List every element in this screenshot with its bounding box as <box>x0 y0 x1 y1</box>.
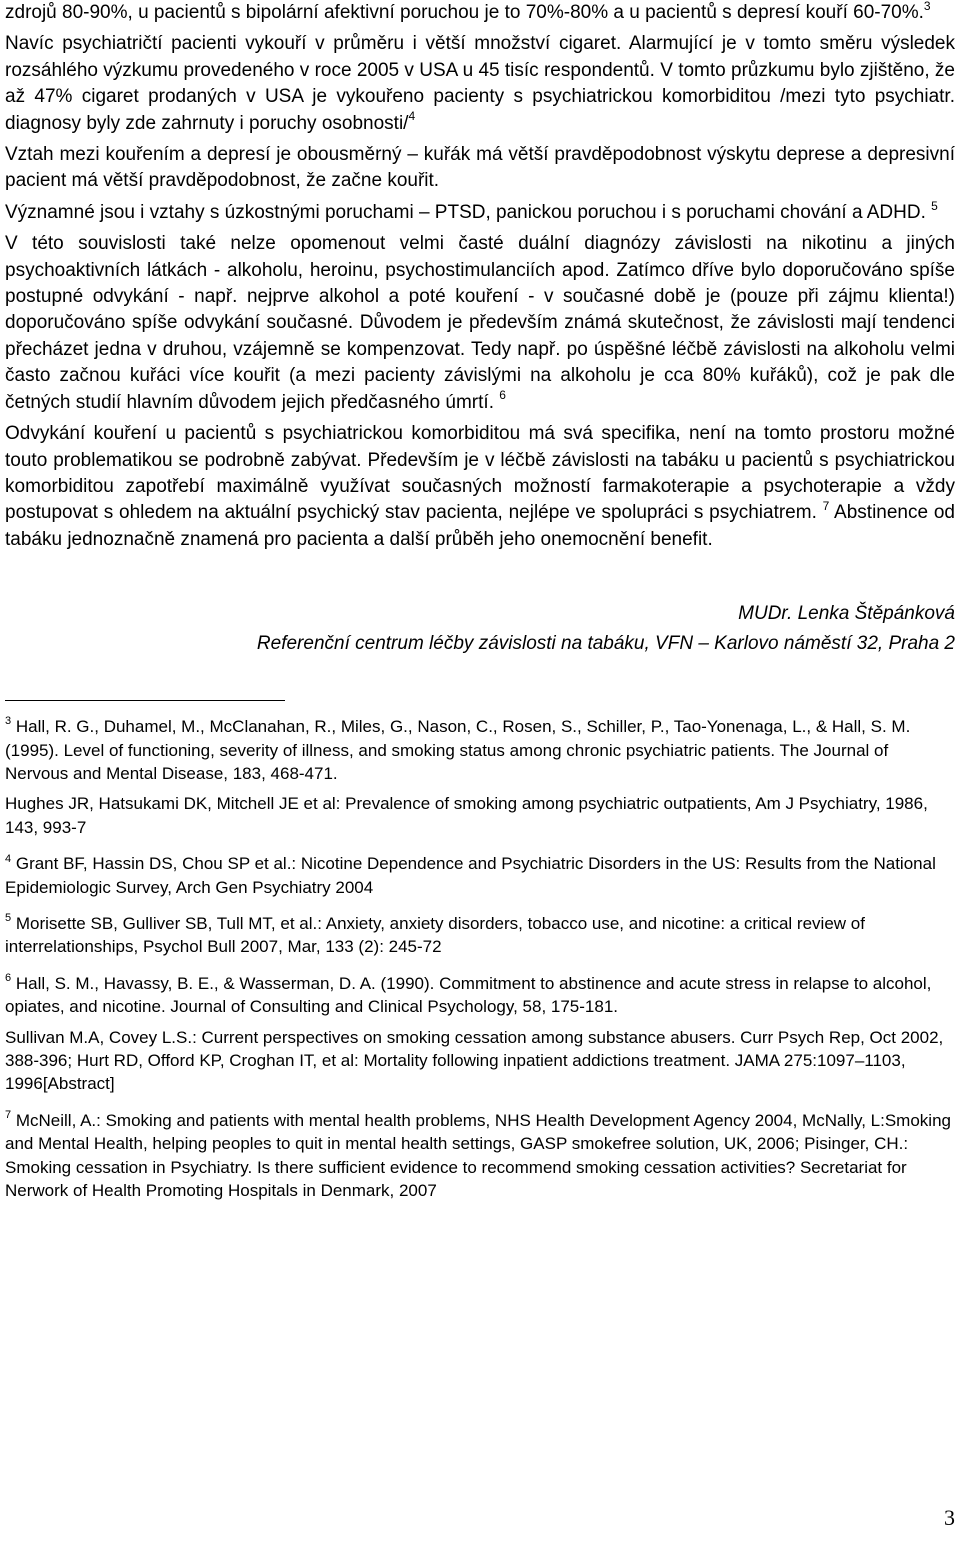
paragraph-text: V této souvislosti také nelze opomenout velmi časté duální diagnózy závislosti na nikotinu a jiných psychoaktivních látkách - alkoholu, heroinu, psychostimulanciích apod. Zatímco dříve bylo doporučováno spíše postupné odvykání - např. nejprve alkohol a poté kouření - v současné době je (pouze při zájmu klienta!) doporučováno spíše odvykání současné. Důvodem je především známá skutečnost, že závislosti mají tendenci přecházet jedna v druhou, vzájemně se kompenzovat. Tedy např. po úspěšné léčbě závislosti na alkoholu velmi často začnou kuřáci více kouřit (a mezi pacienty závislými na alkoholu je cca 80% kuřáků), což je pak dle četných studií hlavním důvodem jejich předčasného úmrtí. <box>5 233 955 413</box>
footnote-6-continued: Sullivan M.A, Covey L.S.: Current perspectives on smoking cessation among substance abusers. Curr Psych Rep, Oct 2002, 388-396; Hurt RD, Offord KP, Croghan IT, et al: Mortality following inpatient addictions treatment. JAMA 275:1097–1103, 1996[Abstract] <box>5 1027 944 1094</box>
footnote-ref-7[interactable]: 7 <box>822 498 830 513</box>
footnote-ref-6[interactable]: 6 <box>499 388 506 403</box>
footnote-5 <box>5 912 955 959</box>
footnote-text: Hall, S. M., Havassy, B. E., & Wasserman, D. A. (1990). Commitment to abstinence and acute stress in relapse to alcohol, opiates, and nicotine. Journal of Consulting and Clinical Psychology, 58, 175-181. <box>5 973 932 1017</box>
author-block <box>5 599 955 659</box>
footnote-number: 4 <box>5 852 12 865</box>
footnote-number: 3 <box>5 715 12 728</box>
footnote-4 <box>5 852 955 899</box>
paragraph-depression: Vztah mezi kouřením a depresí je obousměrný – kuřák má větší pravděpodobnost výskytu deprese a depresivní pacient má větší pravděpodobnost, že začne kouřit. <box>5 144 955 192</box>
page-number: 3 <box>944 1505 955 1530</box>
footnote-3-continued: Hughes JR, Hatsukami DK, Mitchell JE et al: Prevalence of smoking among psychiatric outpatients, Am J Psychiatry, 1986, 143, 993-7 <box>5 794 928 837</box>
author-name: MUDr. Lenka Štěpánková <box>738 603 955 625</box>
author-institution: Referenční centrum léčby závislosti na tabáku, VFN – Karlovo náměstí 32, Praha 2 <box>256 633 955 655</box>
paragraph-text: Navíc psychiatričtí pacienti vykouří v průměru i větší množství cigaret. Alarmující je v tomto směru výsledek rozsáhlého výzkumu provedeného v roce 2005 v USA u 45 tisíc respondentů. V tomto průzkumu bylo zjištěno, že až 47% cigaret prodaných v USA je vykouřeno pacienty s psychiatrickou komorbiditou /mezi tyto psychiatr. diagnosy byly zde zahrnuty i poruchy osobnosti/ <box>5 33 955 134</box>
footnote-ref-5[interactable]: 5 <box>931 198 938 213</box>
paragraph-treatment <box>5 421 955 553</box>
paragraph-text: Významné jsou i vztahy s úzkostnými poruchami – PTSD, panickou poruchou i s poruchami chování a ADHD. <box>5 201 926 223</box>
footnote-ref-4[interactable]: 4 <box>408 109 416 124</box>
footnote-ref-3[interactable]: 3 <box>923 0 931 13</box>
paragraph-prevalence <box>5 0 955 26</box>
footnote-separator <box>5 700 285 701</box>
paragraph-text: zdrojů 80-90%, u pacientů s bipolární afektivní poruchou je to 70%-80% a u pacientů s depresí kouří 60-70%. <box>5 2 924 23</box>
footnote-6 <box>5 972 955 1019</box>
footnote-number: 6 <box>5 972 12 985</box>
paragraph-text: Odvykání kouření u pacientů s psychiatrickou komorbiditou má svá specifika, není na tomto prostoru možné touto problematikou se podrobně zabývat. Především je v léčbě závislosti na tabáku u pacientů s psychiatrickou komorbiditou zapotřebí maximálně využívat současných možností farmakoterapie a psychoterapie a vždy postupovat s ohledem na aktuální psychický stav pacienta, nejlépe ve spolupráci s psychiatrem. <box>5 423 955 524</box>
paragraph-anxiety <box>5 200 955 226</box>
paragraph-consumption <box>5 31 955 137</box>
footnotes <box>5 715 955 1202</box>
footnote-text: Morisette SB, Gulliver SB, Tull MT, et al.: Anxiety, anxiety disorders, tobacco use, and nicotine: a critical review of interrelationships, Psychol Bull 2007, Mar, 133 (2): 245-72 <box>5 913 865 957</box>
footnote-number: 5 <box>5 912 12 925</box>
document-page <box>5 0 955 1209</box>
main-text <box>5 0 955 553</box>
footnote-7 <box>5 1109 955 1203</box>
paragraph-text: Abstinence od tabáku jednoznačně znamená pro pacienta a další průběh jeho onemocnění benefit. <box>5 502 955 550</box>
footnote-text: Grant BF, Hassin DS, Chou SP et al.: Nicotine Dependence and Psychiatric Disorders in the US: Results from the National Epidemiologic Survey, Arch Gen Psychiatry 2004 <box>5 854 936 897</box>
paragraph-dual-diagnosis <box>5 231 955 416</box>
footnote-text: Hall, R. G., Duhamel, M., McClanahan, R., Miles, G., Nason, C., Rosen, S., Schiller, P., Tao-Yonenaga, L., & Hall, S. M. (1995). Level of functioning, severity of illness, and smoking status among chronic psychiatric patients. The Journal of Nervous and Mental Disease, 183, 468-471. <box>5 717 911 783</box>
footnote-text: McNeill, A.: Smoking and patients with mental health problems, NHS Health Development Agency 2004, McNally, L:Smoking and Mental Health, helping peoples to quit in mental health settings, GASP smokefree solution, UK, 2006; Pisinger, CH.: Smoking cessation in Psychiatry. Is there sufficient evidence to recommend smoking cessation activities? Secretariat for Nerwork of Health Promoting Hospitals in Denmark, 2007 <box>5 1110 951 1201</box>
footnote-number: 7 <box>5 1109 12 1122</box>
footnote-3 <box>5 715 955 785</box>
